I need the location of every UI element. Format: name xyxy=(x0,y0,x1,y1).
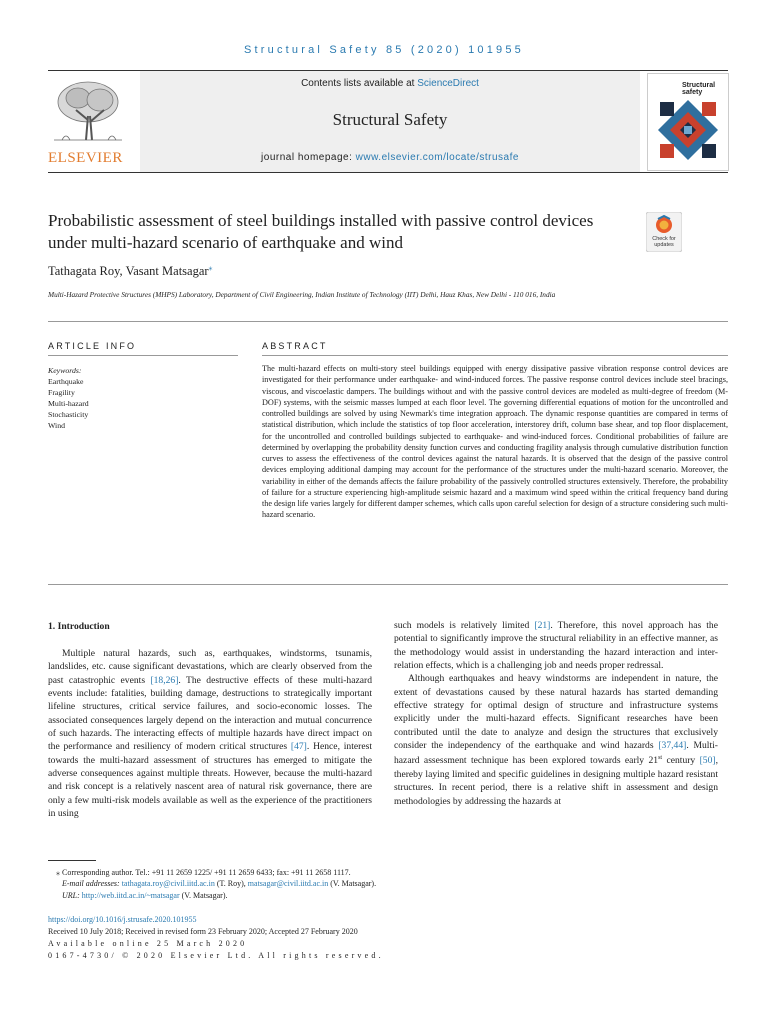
journal-cover-thumbnail[interactable] xyxy=(647,73,729,171)
body-column-right xyxy=(394,619,718,808)
journal-title: Structural Safety xyxy=(332,110,448,129)
citation-link[interactable]: [21] xyxy=(534,620,551,631)
keyword-item: Wind xyxy=(48,421,66,430)
article-info-rule xyxy=(48,355,238,356)
divider xyxy=(48,584,728,585)
homepage-url-link[interactable]: http://web.iitd.ac.in/~matsagar xyxy=(81,890,180,900)
corresponding-author-note: ⁎ Corresponding author. Tel.: +91 11 2659 1225/ +91 11 2659 6433; fax: +91 11 2658 1117. xyxy=(56,868,351,877)
keywords-block xyxy=(48,365,238,431)
contents-prefix: Contents lists available at xyxy=(301,78,418,89)
abstract-rule xyxy=(262,355,728,356)
journal-homepage xyxy=(140,152,640,163)
doi-link[interactable]: https://doi.org/10.1016/j.strusafe.2020.101955 xyxy=(48,915,197,924)
copyright: 0167-4730/ © 2020 Elsevier Ltd. All rights reserved. xyxy=(48,951,384,960)
corresponding-author-mark[interactable]: ⁎ xyxy=(208,263,213,272)
paragraph xyxy=(394,672,718,808)
citation-link[interactable]: [18,26] xyxy=(150,674,179,686)
author-names: Tathagata Roy, Vasant Matsagar xyxy=(48,264,209,279)
homepage-prefix: journal homepage: xyxy=(261,152,356,163)
footnote xyxy=(48,867,728,901)
article-meta xyxy=(48,914,728,962)
text: . Multi-hazard assessment technique has been explored towards early 21 xyxy=(394,740,718,767)
contents-available xyxy=(140,78,640,89)
sciencedirect-link[interactable]: ScienceDirect xyxy=(417,78,479,89)
url-line xyxy=(48,890,728,901)
authors xyxy=(48,263,213,279)
email-link-matsagar[interactable]: matsagar@civil.iitd.ac.in xyxy=(247,879,329,889)
cover-title: Structural safety xyxy=(682,82,716,96)
text: (V. Matsagar). xyxy=(179,890,228,900)
text: . Therefore, this novel approach has the potential to significantly improve the structural reliability in an effective manner, as the methodology would assist in understanding the hazard interaction and inter-relation effects, which is a challenging job and needs proper redressal. xyxy=(394,620,718,672)
keyword-item: Multi-hazard xyxy=(48,399,89,408)
received-dates: Received 10 July 2018; Received in revised form 23 February 2020; Accepted 27 February 2020 xyxy=(48,927,358,936)
check-for-updates-label: Check for updates xyxy=(652,236,676,248)
article-title: Probabilistic assessment of steel buildings installed with passive control devices under multi-hazard scenario of earthquake and wind xyxy=(48,211,594,252)
keyword-item: Stochasticity xyxy=(48,410,89,419)
affiliation: Multi-Hazard Protective Structures (MHPS) Laboratory, Department of Civil Engineering, Indian Institute of Technology (IIT) Delhi, Hauz Khas, New Delhi - 110 016, India xyxy=(48,290,556,299)
citation-link[interactable]: [50] xyxy=(699,755,716,767)
paragraph xyxy=(48,647,372,820)
email-label: E-mail addresses: xyxy=(62,879,120,889)
header-bottom-rule xyxy=(48,172,728,173)
available-online: Available online 25 March 2020 xyxy=(48,939,248,948)
text: , thereby laying limited and specific guidelines in designing multiple hazard resistant structures. In recent period, there is a relative shift in assessment and design methodologies by addressing the hazards at xyxy=(394,755,718,807)
abstract-heading: ABSTRACT xyxy=(262,341,328,351)
body-column-left xyxy=(48,647,372,820)
citation-link[interactable]: [47] xyxy=(290,741,307,753)
section-heading-introduction: 1. Introduction xyxy=(48,621,110,632)
paragraph xyxy=(394,619,718,672)
text: Although earthquakes and heavy windstorms are independent in nature, the extent of devastations caused by these natural hazards has started demanding effective strategy for optimal design of structure and infrastructure systems explicitly under the multi-hazard effects. Significant researches have been contributed until the date to analyze and design the structures that exclusively consider the independency of the earthquake and wind hazards xyxy=(394,673,718,752)
journal-reference[interactable]: Structural Safety 85 (2020) 101955 xyxy=(243,44,525,56)
text: (V. Matsagar). xyxy=(328,879,377,889)
check-for-updates-button[interactable] xyxy=(646,212,682,252)
text: (T. Roy), xyxy=(214,879,248,889)
keywords-label: Keywords: xyxy=(48,366,82,375)
superscript: st xyxy=(658,755,663,762)
url-label: URL: xyxy=(62,890,80,900)
divider xyxy=(48,321,728,322)
abstract-text: The multi-hazard effects on multi-story steel buildings equipped with energy dissipative passive vibration response control devices are investigated for their performance under earthquake- and wind-induced forces. The passive response control devices include steel bracings, viscous, and viscoelastic dampers. The buildings without and with the passive control devices are modeled as multi-degree of freedom (M-DOF) systems, with the seismic masses lumped at each floor level. The governing differential equations of motion for the uncontrolled and controlled buildings are solved by using Newmark's time integration approach. The dynamic response quantities are compared in terms of statistical distribution, which include the statistics of top floor acceleration, interstorey drift, column base shear, and top floor displacement, for the uncontrolled and controlled buildings subjected to earthquake- and wind-induced forces. Conditional probabilities of failure are determined by overlapping the probability density function curves and conducting fragility analysis through cumulative distribution function curves to assess the effectiveness of the control devices against the natural hazards. It is observed that the design of the passive control devices employing additional damping may account for the performance of the structures under the multi-hazard scenario. Moreover, the variability in either of the demands affects the failure probability of the passively controlled structures extensively. Therefore, the probability of failure for a structure experiencing high-amplitude seismic hazard and a maximum wind speed within the critical frequency band during the design life varies largely for different damper schemes, which calls upon careful selection for design of a structure considering such multi-hazard scenario. xyxy=(262,364,728,520)
text: . Hence, interest towards the multi-hazard assessment of structures has emerged to mitigate the adverse consequences against multiple threats. However, because the multi-hazard and risk concept is a relatively nascent area of natural risk governance, there are only a few multi-risk models available as well as the experience of the practitioners in using xyxy=(48,741,372,820)
text: . The destructive effects of these multi-hazard events include: fatalities, building damage, destructions to strategically important lifeline structures, critical service failures, and socio-economic losses. The associated consequences largely depend on the interaction and mutual concurrence of such hazards. The interacting effects of multiple hazards have direct impact on the performance and resiliency of modern critical structures xyxy=(48,674,372,753)
citation-link[interactable]: [37,44] xyxy=(658,740,687,752)
homepage-link[interactable]: www.elsevier.com/locate/strusafe xyxy=(355,152,519,163)
text: century xyxy=(662,755,700,767)
keyword-item: Fragility xyxy=(48,388,75,397)
text: Multiple natural hazards, such as, earthquakes, windstorms, tsunamis, landslides, etc. cause significant devastations, which are clearly observed from the past catastrophic events xyxy=(48,648,372,686)
email-link-roy[interactable]: tathagata.roy@civil.iitd.ac.in xyxy=(121,879,215,889)
elsevier-wordmark: ELSEVIER xyxy=(48,150,123,166)
text: such models is relatively limited xyxy=(394,620,535,631)
article-info-heading: ARTICLE INFO xyxy=(48,341,137,351)
email-line xyxy=(48,878,728,889)
keyword-item: Earthquake xyxy=(48,377,84,386)
footnote-rule xyxy=(48,860,96,861)
